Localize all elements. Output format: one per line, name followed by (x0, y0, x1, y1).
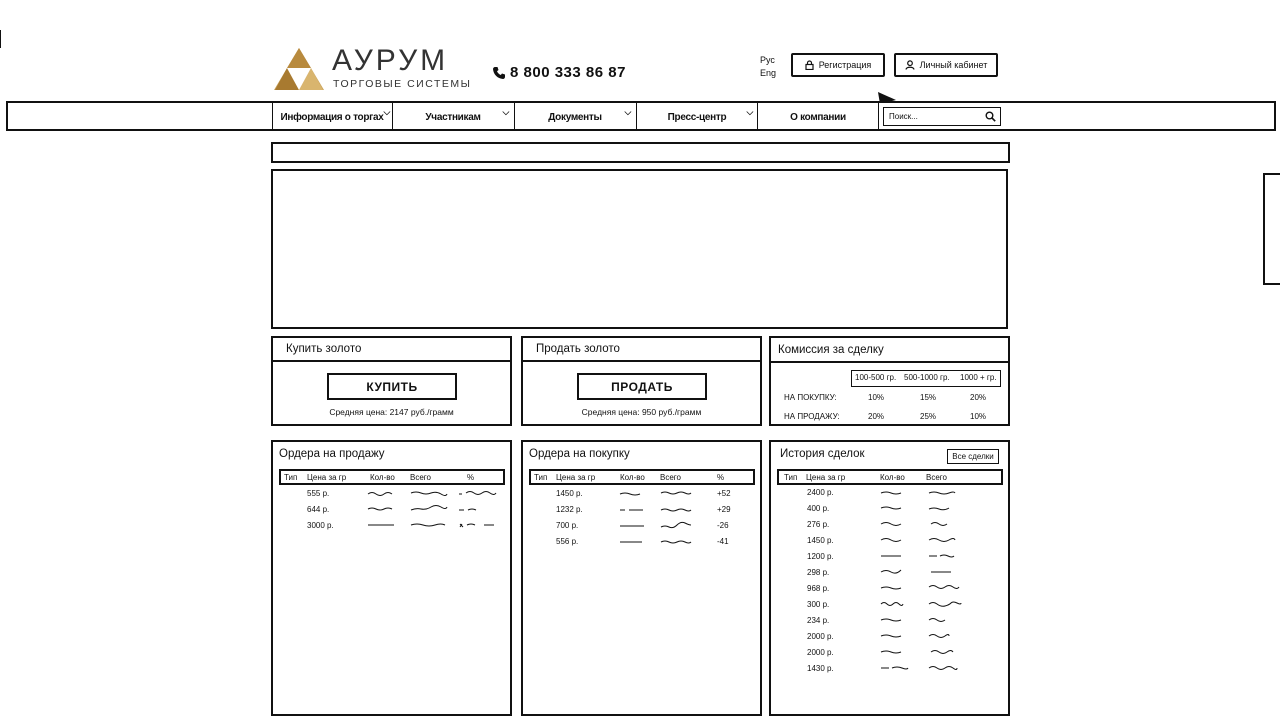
col-price: Цена за гр (307, 473, 347, 482)
nav-item-participants[interactable]: Участникам ⌵ (425, 107, 509, 123)
table-row-price: 1232 р. (556, 505, 583, 514)
nav-item-trading-info[interactable]: Информация о торгах ⌵ (280, 107, 390, 123)
sell-orders-panel (271, 440, 512, 716)
table-row-price: 3000 р. (307, 521, 334, 530)
buy-gold-panel (271, 336, 512, 426)
col-percent: % (467, 473, 475, 482)
nav-item-about[interactable]: О компании (790, 111, 846, 123)
buy-button[interactable]: КУПИТЬ (327, 373, 457, 400)
commission-value: 10% (868, 393, 885, 402)
banner-area (271, 169, 1008, 329)
col-total: Всего (660, 473, 681, 482)
sell-average-price: Средняя цена: 950 руб./грамм (581, 407, 702, 417)
phone-block[interactable] (492, 64, 626, 81)
table-row-price: 276 р. (807, 520, 830, 529)
table-row-percent: +52 (717, 489, 731, 498)
sell-button[interactable]: ПРОДАТЬ (577, 373, 707, 400)
nav-item-press-center[interactable]: Пресс-центр ⌵ (667, 107, 753, 123)
chevron-down-icon: ⌵ (383, 107, 390, 117)
main-nav-bar (6, 101, 1276, 131)
table-row-price: 2000 р. (807, 632, 834, 641)
all-trades-button[interactable]: Все сделки (947, 449, 999, 464)
brand-subtitle: ТОРГОВЫЕ СИСТЕМЫ (333, 78, 472, 90)
table-row-price: 400 р. (807, 504, 830, 513)
commission-row-label: НА ПРОДАЖУ: (784, 412, 840, 421)
col-total: Всего (926, 473, 947, 482)
table-row-price: 300 р. (807, 600, 830, 609)
commission-value: 10% (970, 412, 987, 421)
buy-average-price: Средняя цена: 2147 руб./грамм (329, 407, 454, 417)
col-type: Тип (784, 473, 798, 482)
buy-orders-panel (521, 440, 762, 716)
commission-panel (769, 336, 1010, 426)
col-qty: Кол-во (370, 473, 395, 482)
col-price: Цена за гр (556, 473, 596, 482)
table-row-price: 298 р. (807, 568, 830, 577)
buy-panel-title: Купить золото (286, 343, 362, 355)
history-title: История сделок (780, 448, 865, 460)
col-type: Тип (534, 473, 548, 482)
search-icon[interactable] (985, 111, 996, 122)
placeholder-scribbles (615, 488, 705, 550)
col-total: Всего (410, 473, 431, 482)
col-qty: Кол-во (620, 473, 645, 482)
table-row-percent: -41 (717, 537, 729, 546)
chevron-down-icon: ⌵ (624, 107, 631, 117)
buy-orders-title: Ордера на покупку (529, 448, 630, 460)
breadcrumb-bar (271, 142, 1010, 163)
phone-number: 8 800 333 86 87 (510, 64, 626, 81)
table-row-price: 556 р. (556, 537, 579, 546)
cabinet-label: Личный кабинет (919, 60, 988, 70)
commission-value: 15% (920, 393, 937, 402)
language-switch[interactable] (760, 54, 776, 80)
register-button[interactable] (791, 53, 885, 77)
commission-panel-title: Комиссия за сделку (778, 344, 884, 356)
table-row-price: 1450 р. (556, 489, 583, 498)
table-row-price: 234 р. (807, 616, 830, 625)
col-qty: Кол-во (880, 473, 905, 482)
commission-col-3: 1000 + гр. (960, 373, 997, 382)
search-input[interactable]: Поиск... (883, 107, 1001, 126)
chevron-down-icon: ⌵ (746, 107, 753, 117)
sell-panel-title: Продать золото (536, 343, 620, 355)
table-row-price: 2400 р. (807, 488, 834, 497)
col-percent: % (717, 473, 725, 482)
table-row-price: 700 р. (556, 521, 579, 530)
placeholder-scribbles (363, 488, 503, 533)
table-row-price: 2000 р. (807, 648, 834, 657)
user-icon (905, 60, 915, 70)
table-row-percent: -26 (717, 521, 729, 530)
sell-orders-title: Ордера на продажу (279, 448, 385, 460)
table-row-price: 644 р. (307, 505, 330, 514)
table-row-percent: +29 (717, 505, 731, 514)
edge-mark (0, 30, 1, 48)
scrollbar[interactable] (1263, 173, 1280, 285)
placeholder-scribbles (879, 488, 969, 678)
commission-col-2: 500-1000 гр. (904, 373, 950, 382)
register-label: Регистрация (818, 60, 872, 70)
sell-gold-panel (521, 336, 762, 426)
lock-icon (805, 60, 814, 70)
commission-col-1: 100-500 гр. (855, 373, 897, 382)
col-type: Тип (284, 473, 298, 482)
table-row-price: 1430 р. (807, 664, 834, 673)
brand-name: АУРУМ (332, 44, 449, 77)
lang-en[interactable]: Eng (760, 68, 777, 78)
logo[interactable] (272, 46, 472, 92)
personal-cabinet-button[interactable] (894, 53, 998, 77)
table-row-price: 555 р. (307, 489, 330, 498)
table-row-price: 968 р. (807, 584, 830, 593)
commission-row-label: НА ПОКУПКУ: (784, 393, 837, 402)
commission-value: 20% (970, 393, 987, 402)
nav-item-documents[interactable]: Документы ⌵ (548, 107, 631, 123)
table-row-price: 1450 р. (807, 536, 834, 545)
trade-history-panel (769, 440, 1010, 716)
col-price: Цена за гр (806, 473, 846, 482)
commission-value: 20% (868, 412, 885, 421)
table-row-price: 1200 р. (807, 552, 834, 561)
logo-triangle-icon (272, 46, 326, 92)
lang-ru[interactable]: Рус (760, 55, 775, 65)
phone-icon (492, 66, 506, 80)
commission-value: 25% (920, 412, 937, 421)
chevron-down-icon: ⌵ (502, 107, 509, 117)
